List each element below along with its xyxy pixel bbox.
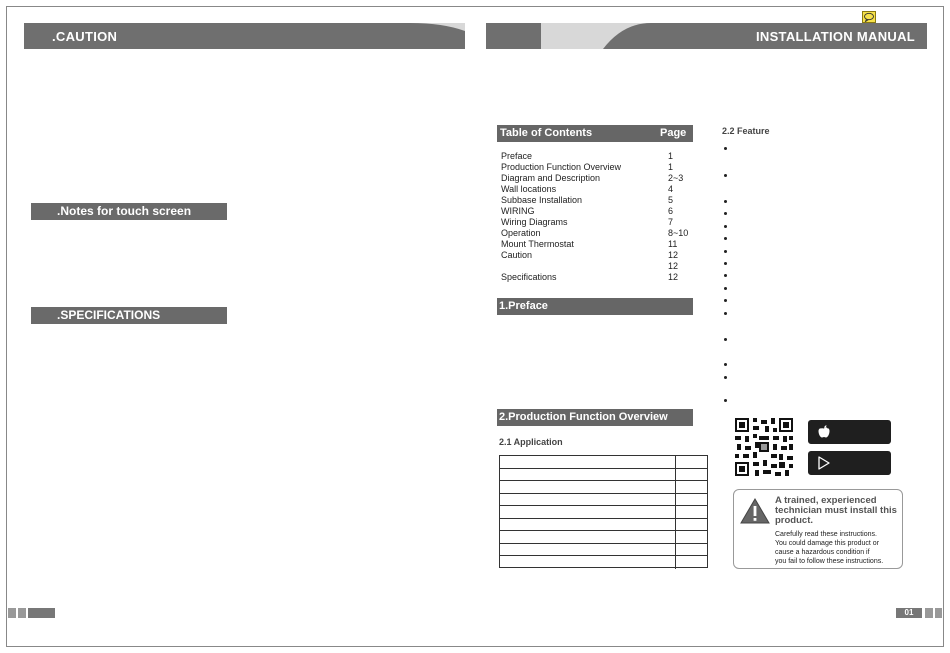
toc-entry-label: Production Function Overview: [501, 162, 622, 172]
left-banner: [24, 23, 465, 49]
warning-body: [775, 530, 900, 566]
application-table: [499, 455, 708, 568]
feature-bullet: [723, 337, 728, 342]
feature-bullet: [723, 211, 728, 216]
table-row: [500, 469, 707, 482]
toc-entry-label: Operation: [501, 228, 541, 238]
toc-entry-page: 7: [668, 217, 674, 227]
toc-entry[interactable]: [501, 195, 691, 206]
right-page-tab-a: [925, 608, 933, 618]
overview-section-header: [497, 409, 693, 426]
feature-bullet: [723, 298, 728, 303]
feature-bullet: [723, 311, 728, 316]
right-banner-title: INSTALLATION MANUAL: [755, 29, 915, 44]
table-row: [500, 456, 707, 469]
toc-entry-label: Specifications: [501, 272, 557, 282]
left-page-tab-c: [28, 608, 55, 618]
toc-entry[interactable]: [501, 250, 691, 261]
banner-curve-decoration: [355, 23, 465, 49]
toc-entry-label: Preface: [501, 151, 533, 161]
specifications-section-header: [31, 307, 227, 324]
warning-title: A trained, experienced technician must install this product.: [775, 495, 897, 526]
table-row: [500, 494, 707, 507]
toc-entry-page: 4: [668, 184, 674, 194]
toc-entry-label: WIRING: [501, 206, 535, 216]
feature-bullet: [723, 286, 728, 291]
toc-entry-page: 8~10: [668, 228, 689, 238]
preface-section-header: [497, 298, 693, 315]
toc-entry-page: 1: [668, 151, 674, 161]
toc-entry[interactable]: [501, 217, 691, 228]
table-row: [500, 544, 707, 557]
touch-screen-section-title: .Notes for touch screen: [57, 204, 192, 218]
play-icon: [816, 455, 832, 471]
feature-bullet: [723, 362, 728, 367]
table-row: [500, 531, 707, 544]
toc-entry[interactable]: [501, 272, 691, 283]
right-banner: [486, 23, 927, 49]
toc-entry-page: 2~3: [668, 173, 684, 183]
toc-entry-page: 12: [668, 261, 679, 271]
toc-entry-page: 6: [668, 206, 674, 216]
app-store-button[interactable]: [808, 420, 891, 444]
toc-entry[interactable]: [501, 162, 691, 173]
toc-header: [497, 125, 693, 142]
feature-bullet: [723, 224, 728, 229]
toc-entry-page: 12: [668, 272, 679, 282]
left-page-tab-a: [8, 608, 16, 618]
left-banner-title: .CAUTION: [52, 29, 118, 44]
toc-page-header: Page: [660, 127, 687, 139]
right-page-tab-b: [935, 608, 942, 618]
google-play-button[interactable]: [808, 451, 891, 475]
toc-entry-label: Diagram and Description: [501, 173, 601, 183]
page-number: 01: [896, 608, 922, 618]
toc-entry-page: 12: [668, 250, 679, 260]
toc-entry-label: Caution: [501, 250, 533, 260]
feature-bullet: [723, 273, 728, 278]
toc-entry-label: Mount Thermostat: [501, 239, 574, 249]
toc-entry[interactable]: [501, 228, 691, 239]
feature-bullet: [723, 398, 728, 403]
feature-bullet: [723, 249, 728, 254]
table-row: [500, 481, 707, 494]
toc-entry[interactable]: [501, 239, 691, 250]
warning-body-line: You could damage this product or: [775, 540, 880, 547]
specifications-section-title: .SPECIFICATIONS: [57, 308, 161, 322]
feature-bullet: [723, 236, 728, 241]
toc-entry-label: Wall locations: [501, 184, 557, 194]
toc-entry-label: Subbase Installation: [501, 195, 583, 205]
toc-entry[interactable]: [501, 184, 691, 195]
toc-entry[interactable]: [501, 261, 691, 272]
toc-entry-page: 11: [668, 239, 678, 249]
qr-code-icon[interactable]: [735, 418, 793, 476]
warning-triangle-icon: [740, 498, 770, 524]
application-subheading: 2.1 Application: [499, 437, 563, 447]
warning-body-line: Carefully read these instructions.: [775, 531, 877, 538]
table-row: [500, 519, 707, 532]
left-page-tab-b: [18, 608, 26, 618]
warning-body-line: cause a hazardous condition if: [775, 549, 870, 556]
feature-bullet: [723, 173, 728, 178]
toc-entry-page: 1: [668, 162, 674, 172]
overview-section-title: 2.Production Function Overview: [499, 411, 668, 423]
table-row: [500, 556, 707, 569]
toc-entry[interactable]: [501, 173, 691, 184]
warning-body-line: you fail to follow these instructions.: [775, 558, 884, 565]
feature-bullet: [723, 146, 728, 151]
feature-subheading: 2.2 Feature: [722, 126, 770, 136]
touch-screen-section-header: [31, 203, 227, 220]
feature-bullet: [723, 199, 728, 204]
warning-box: [733, 489, 903, 569]
toc-entry-label: Wiring Diagrams: [501, 217, 568, 227]
toc-entry-page: 5: [668, 195, 674, 205]
feature-bullet: [723, 375, 728, 380]
note-icon[interactable]: [862, 11, 876, 23]
feature-bullet: [723, 261, 728, 266]
apple-icon: [816, 424, 832, 440]
toc-title: Table of Contents: [500, 127, 593, 139]
banner-curve-decoration: [486, 23, 706, 49]
toc-entry[interactable]: [501, 151, 691, 162]
table-row: [500, 506, 707, 519]
toc-entry[interactable]: [501, 206, 691, 217]
preface-section-title: 1.Preface: [499, 300, 548, 312]
